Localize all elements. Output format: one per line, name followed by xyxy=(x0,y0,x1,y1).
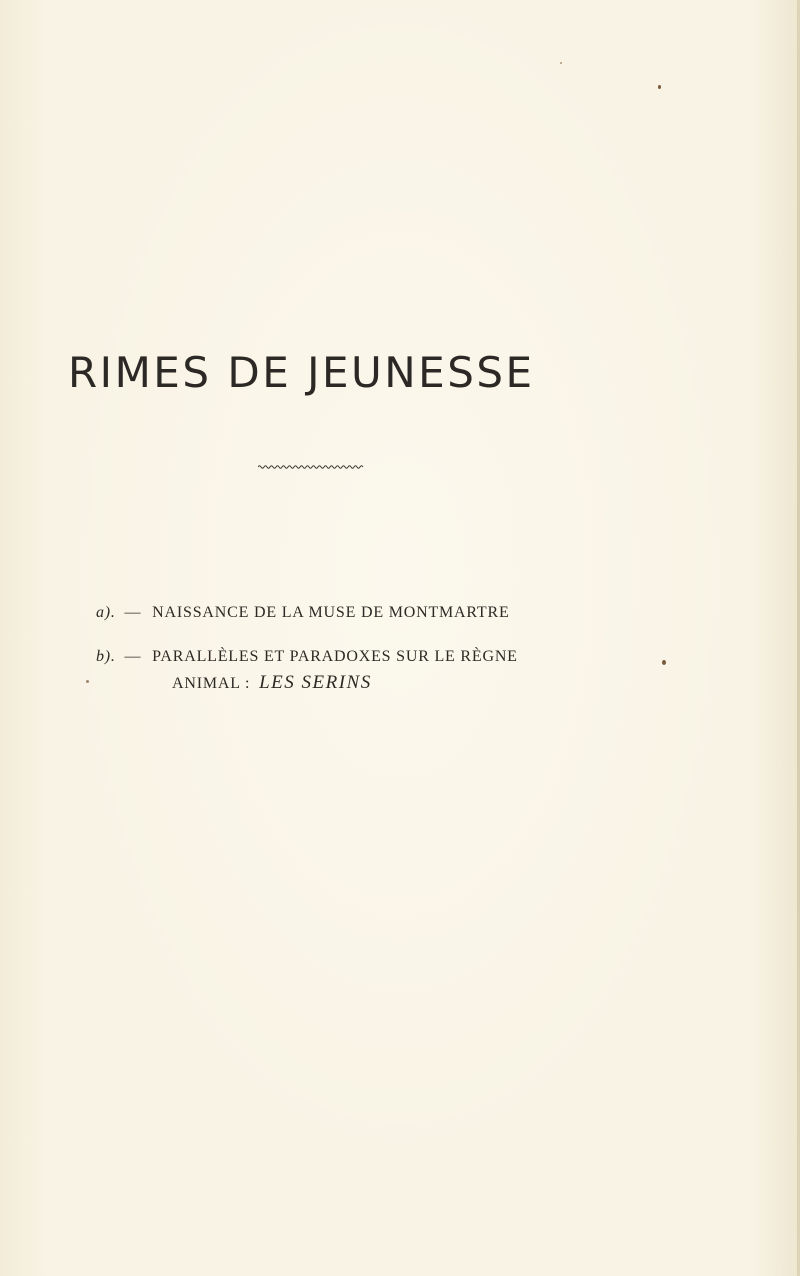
entry-subtitle-emphasis: LES SERINS xyxy=(259,672,372,693)
contents-entry-b xyxy=(96,644,616,697)
page-title: RIMES DE JEUNESSE xyxy=(68,348,535,397)
entry-subtitle-line xyxy=(96,670,616,697)
paper-speck xyxy=(658,85,661,89)
paper-speck xyxy=(86,680,89,683)
entry-title: PARALLÈLES ET PARADOXES SUR LE RÈGNE xyxy=(152,648,518,665)
entry-title: NAISSANCE DE LA MUSE DE MONTMARTRE xyxy=(152,604,510,621)
wavy-rule-ornament-icon xyxy=(258,463,364,471)
paper-speck xyxy=(662,660,666,665)
entry-letter: a). xyxy=(96,604,116,621)
entry-dash: — xyxy=(124,648,142,665)
entry-subtitle-prefix: ANIMAL : xyxy=(172,675,251,692)
contents-entry-a xyxy=(96,600,616,626)
paper-speck xyxy=(560,62,562,64)
entry-dash: — xyxy=(124,604,142,621)
entry-letter: b). xyxy=(96,648,116,665)
contents-list xyxy=(96,600,616,697)
